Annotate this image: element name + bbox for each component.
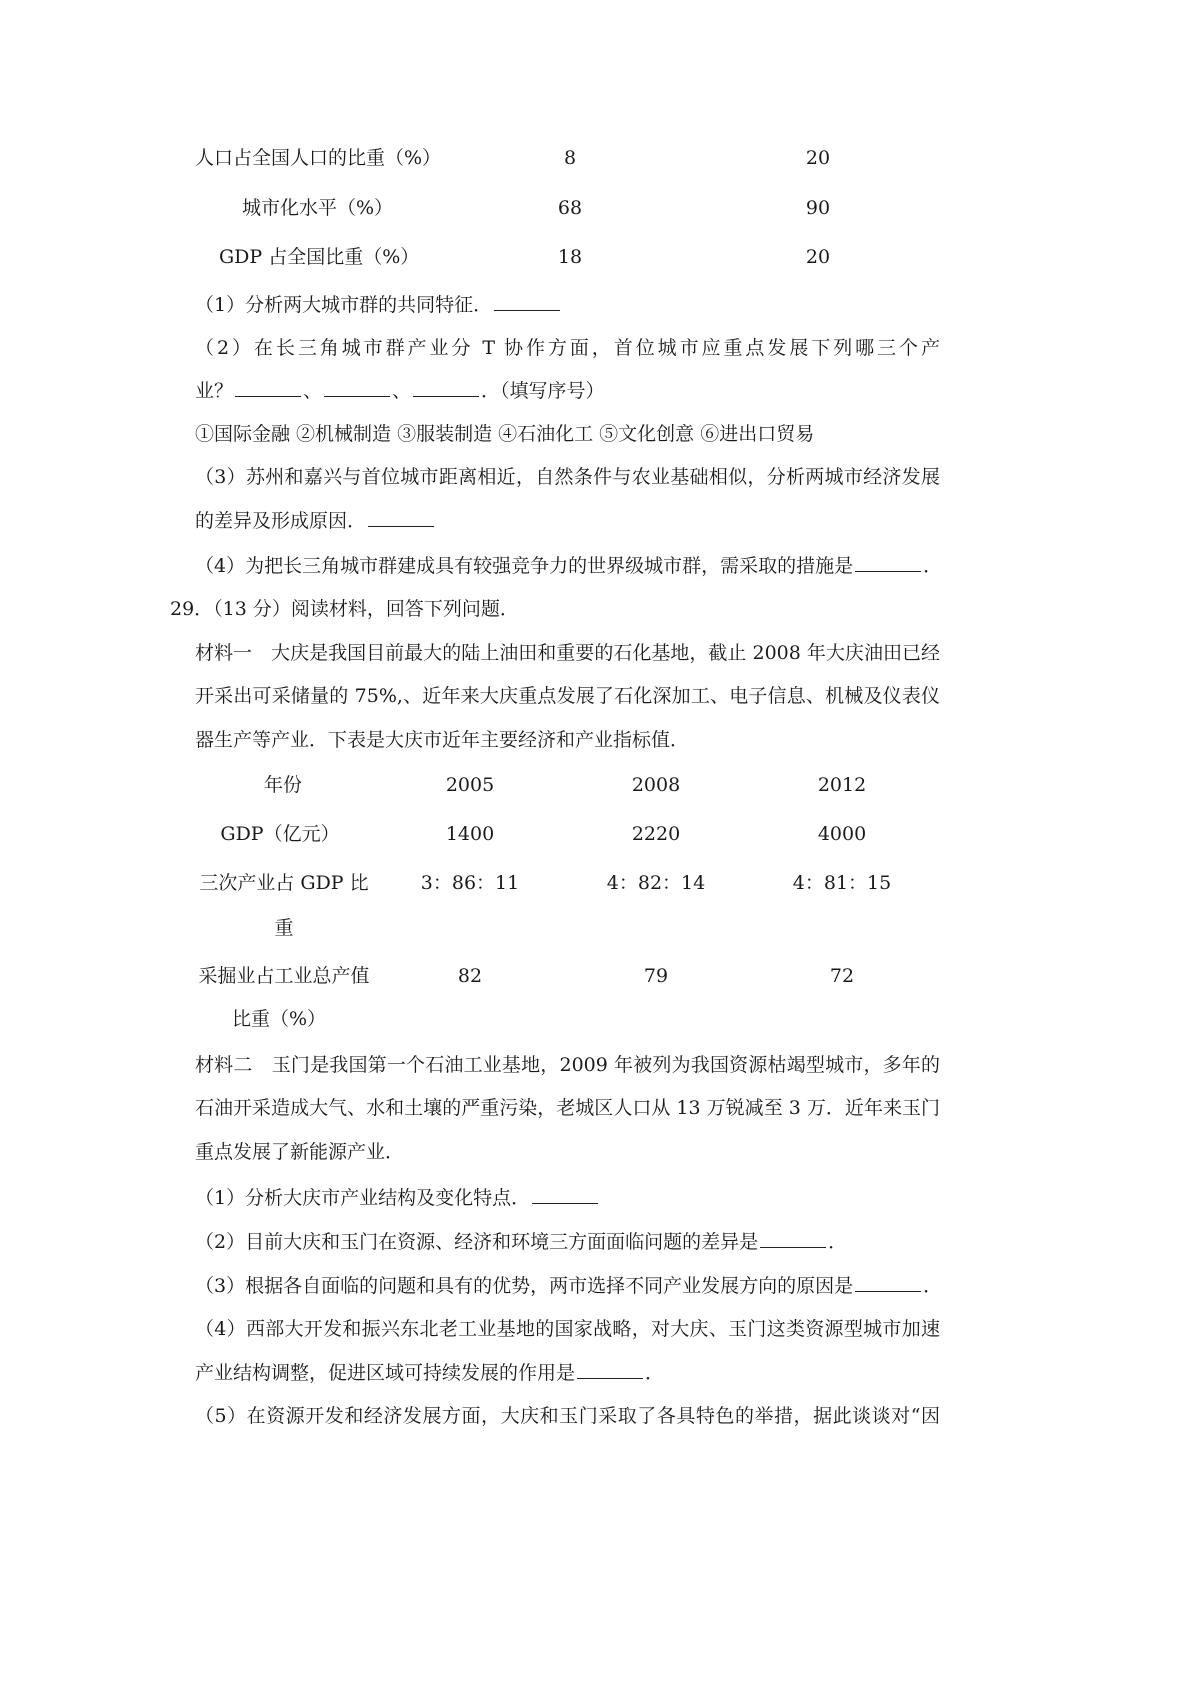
answer-blank[interactable] bbox=[324, 378, 390, 397]
table1-cell: 8 bbox=[563, 147, 577, 169]
table2-header-year: 2012 bbox=[817, 774, 867, 796]
table1-row-label: GDP 占全国比重（%） bbox=[219, 246, 420, 268]
table2-cell: 4：82：14 bbox=[606, 872, 706, 894]
question-29-4: （4）西部大开发和振兴东北老工业基地的国家战略，对大庆、玉门这类资源型城市加速 bbox=[195, 1318, 940, 1340]
question-28-1: （1）分析两大城市群的共同特征． bbox=[195, 292, 562, 317]
table2-row-label: 采掘业占工业总产值 bbox=[198, 965, 370, 987]
table2-row-label-cont: 重 bbox=[274, 917, 294, 939]
table2-row-label: GDP（亿元） bbox=[220, 823, 340, 845]
material-1: 材料一 大庆是我国目前最大的陆上油田和重要的石化基地，截止 2008 年大庆油田已经 bbox=[195, 642, 940, 664]
answer-blank[interactable] bbox=[494, 292, 560, 311]
question-28-2: （2）在长三角城市群产业分 T 协作方面，首位城市应重点发展下列哪三个产 bbox=[195, 337, 940, 359]
table2-cell: 82 bbox=[457, 965, 483, 987]
answer-blank[interactable] bbox=[532, 1185, 598, 1204]
table2-header-year: 2005 bbox=[445, 774, 495, 796]
table2-cell: 79 bbox=[643, 965, 669, 987]
question-29-1: （1）分析大庆市产业结构及变化特点． bbox=[195, 1185, 600, 1210]
table2-cell: 72 bbox=[829, 965, 855, 987]
table1-cell: 68 bbox=[557, 197, 583, 219]
table1-row-label: 人口占全国人口的比重（%） bbox=[195, 147, 442, 169]
table1-cell: 90 bbox=[805, 197, 831, 219]
answer-blank[interactable] bbox=[855, 1273, 921, 1292]
table2-header-label: 年份 bbox=[263, 774, 303, 796]
table2-cell: 3：86：11 bbox=[420, 872, 520, 894]
table2-cell: 1400 bbox=[445, 823, 495, 845]
table2-cell: 4000 bbox=[817, 823, 867, 845]
answer-blank[interactable] bbox=[577, 1360, 643, 1379]
question-28-3-cont: 的差异及形成原因． bbox=[195, 508, 436, 533]
question-29-5: （5）在资源开发和经济发展方面，大庆和玉门采取了各具特色的举措，据此谈谈对“因 bbox=[195, 1405, 940, 1427]
answer-blank[interactable] bbox=[760, 1229, 826, 1248]
material-1: 开采出可采储量的 75%,、近年来大庆重点发展了石化深加工、电子信息、机械及仪表仪 bbox=[195, 685, 940, 707]
question-28-2-cont: 业？ 、 、 ．（填写序号） bbox=[195, 380, 605, 402]
question-29-title: 29．（13 分）阅读材料，回答下列问题． bbox=[170, 598, 519, 620]
answer-blank[interactable] bbox=[413, 378, 479, 397]
table2-row-label: 三次产业占 GDP 比 bbox=[199, 872, 369, 894]
table1-cell: 20 bbox=[805, 246, 831, 268]
question-29-2: （2）目前大庆和玉门在资源、经济和环境三方面面临问题的差异是 ． bbox=[195, 1231, 848, 1253]
question-29-4-cont: 产业结构调整，促进区域可持续发展的作用是 ． bbox=[195, 1362, 665, 1384]
answer-blank[interactable] bbox=[235, 378, 301, 397]
question-28-3: （3）苏州和嘉兴与首位城市距离相近，自然条件与农业基础相似，分析两城市经济发展 bbox=[195, 466, 940, 488]
table2-row-label-cont: 比重（%） bbox=[231, 1008, 327, 1030]
question-28-4: （4）为把长三角城市群建成具有较强竞争力的世界级城市群，需采取的措施是 ． bbox=[195, 555, 943, 577]
table2-header-year: 2008 bbox=[631, 774, 681, 796]
material-2: 材料二 玉门是我国第一个石油工业基地，2009 年被列为我国资源枯竭型城市，多年的 bbox=[195, 1054, 940, 1076]
table2-cell: 4：81：15 bbox=[792, 872, 892, 894]
table1-row-label: 城市化水平（%） bbox=[242, 197, 394, 219]
options-list: ①国际金融 ②机械制造 ③服装制造 ④石油化工 ⑤文化创意 ⑥进出口贸易 bbox=[195, 423, 815, 445]
table2-cell: 2220 bbox=[631, 823, 681, 845]
table1-cell: 18 bbox=[557, 246, 583, 268]
material-1: 器生产等产业．下表是大庆市近年主要经济和产业指标值． bbox=[195, 729, 690, 751]
question-29-3: （3）根据各自面临的问题和具有的优势，两市选择不同产业发展方向的原因是 ． bbox=[195, 1275, 943, 1297]
answer-blank[interactable] bbox=[368, 508, 434, 527]
answer-blank[interactable] bbox=[855, 553, 921, 572]
material-2: 重点发展了新能源产业． bbox=[195, 1141, 405, 1163]
table1-cell: 20 bbox=[805, 147, 831, 169]
material-2: 石油开采造成大气、水和土壤的严重污染，老城区人口从 13 万锐减至 3 万．近年来玉门 bbox=[195, 1097, 940, 1119]
